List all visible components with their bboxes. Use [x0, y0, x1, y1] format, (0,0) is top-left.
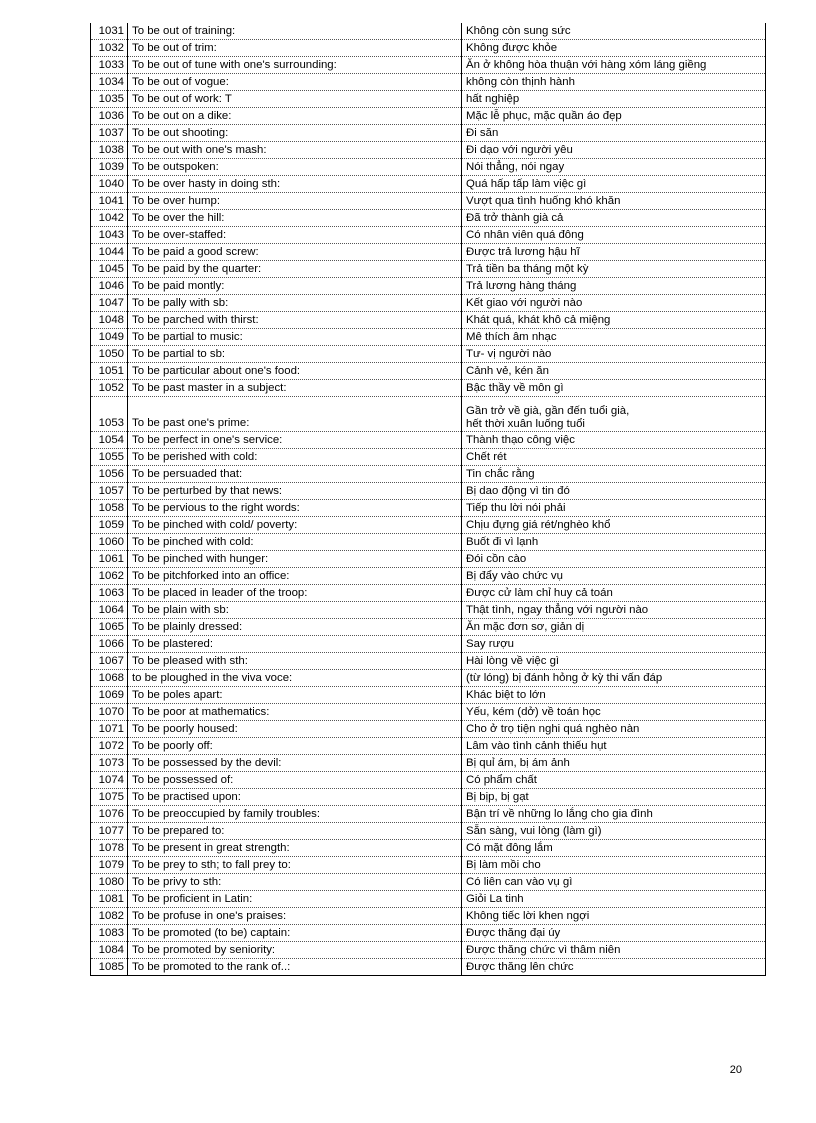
table-row	[91, 432, 766, 449]
english-phrase: To be proficient in Latin:	[128, 891, 462, 908]
english-phrase: To be preoccupied by family troubles:	[128, 806, 462, 823]
table-row	[91, 636, 766, 653]
table-row	[91, 295, 766, 312]
entry-number: 1035	[91, 91, 128, 108]
entry-number: 1085	[91, 959, 128, 976]
entry-number: 1031	[91, 23, 128, 40]
english-phrase: To be promoted (to be) captain:	[128, 925, 462, 942]
table-row	[91, 755, 766, 772]
entry-number: 1065	[91, 619, 128, 636]
vietnamese-meaning: Đi săn	[462, 125, 766, 142]
vietnamese-meaning: Khác biệt to lớn	[462, 687, 766, 704]
vietnamese-meaning: Đã trở thành già cả	[462, 210, 766, 227]
table-row	[91, 449, 766, 466]
english-phrase: To be past master in a subject:	[128, 380, 462, 397]
english-phrase: To be present in great strength:	[128, 840, 462, 857]
vietnamese-meaning: Không còn sung sức	[462, 23, 766, 40]
entry-number: 1050	[91, 346, 128, 363]
english-phrase: To be over hasty in doing sth:	[128, 176, 462, 193]
entry-number: 1041	[91, 193, 128, 210]
table-row	[91, 397, 766, 432]
vietnamese-meaning: Buốt đi vì lạnh	[462, 534, 766, 551]
english-phrase: To be plainly dressed:	[128, 619, 462, 636]
table-row	[91, 159, 766, 176]
entry-number: 1070	[91, 704, 128, 721]
table-row	[91, 789, 766, 806]
vietnamese-meaning: Có mặt đông lắm	[462, 840, 766, 857]
english-phrase: To be out of training:	[128, 23, 462, 40]
entry-number: 1034	[91, 74, 128, 91]
english-phrase: To be plastered:	[128, 636, 462, 653]
table-row	[91, 261, 766, 278]
vietnamese-meaning: Cảnh vẻ, kén ăn	[462, 363, 766, 380]
table-row	[91, 500, 766, 517]
vietnamese-meaning: Lâm vào tình cảnh thiếu hụt	[462, 738, 766, 755]
entry-number: 1062	[91, 568, 128, 585]
vietnamese-meaning: hất nghiệp	[462, 91, 766, 108]
table-row	[91, 363, 766, 380]
table-row	[91, 738, 766, 755]
table-row	[91, 551, 766, 568]
table-row	[91, 517, 766, 534]
entry-number: 1045	[91, 261, 128, 278]
entry-number: 1075	[91, 789, 128, 806]
entry-number: 1066	[91, 636, 128, 653]
entry-number: 1060	[91, 534, 128, 551]
vietnamese-meaning: Đi dạo với người yêu	[462, 142, 766, 159]
english-phrase: To be pinched with cold:	[128, 534, 462, 551]
entry-number: 1046	[91, 278, 128, 295]
vietnamese-meaning: Mặc lễ phục, mặc quần áo đẹp	[462, 108, 766, 125]
table-row	[91, 534, 766, 551]
entry-number: 1076	[91, 806, 128, 823]
entry-number: 1053	[91, 397, 128, 432]
vietnamese-meaning: Đói cồn cào	[462, 551, 766, 568]
phrase-table-container	[90, 23, 766, 976]
vietnamese-meaning: Trả lương hàng tháng	[462, 278, 766, 295]
table-row	[91, 380, 766, 397]
entry-number: 1047	[91, 295, 128, 312]
table-row	[91, 806, 766, 823]
english-phrase: To be poor at mathematics:	[128, 704, 462, 721]
english-phrase: To be over hump:	[128, 193, 462, 210]
table-row	[91, 653, 766, 670]
table-row	[91, 108, 766, 125]
table-row	[91, 874, 766, 891]
table-row	[91, 346, 766, 363]
entry-number: 1042	[91, 210, 128, 227]
english-phrase: To be past one's prime:	[128, 397, 462, 432]
entry-number: 1080	[91, 874, 128, 891]
entry-number: 1083	[91, 925, 128, 942]
table-row	[91, 483, 766, 500]
table-row	[91, 772, 766, 789]
table-row	[91, 176, 766, 193]
vietnamese-meaning: Được thăng đại úy	[462, 925, 766, 942]
english-phrase: To be pally with sb:	[128, 295, 462, 312]
vietnamese-meaning: Cho ở trọ tiện nghi quá nghèo nàn	[462, 721, 766, 738]
english-phrase: To be out of trim:	[128, 40, 462, 57]
vietnamese-meaning: Thành thạo công việc	[462, 432, 766, 449]
vietnamese-meaning: Ăn mặc đơn sơ, giản dị	[462, 619, 766, 636]
vietnamese-meaning: Quá hấp tấp làm việc gì	[462, 176, 766, 193]
table-row	[91, 278, 766, 295]
entry-number: 1063	[91, 585, 128, 602]
entry-number: 1043	[91, 227, 128, 244]
entry-number: 1069	[91, 687, 128, 704]
entry-number: 1049	[91, 329, 128, 346]
vietnamese-meaning: Yếu, kém (dở) về toán học	[462, 704, 766, 721]
vietnamese-meaning: Nói thẳng, nói ngay	[462, 159, 766, 176]
entry-number: 1055	[91, 449, 128, 466]
english-phrase: To be pervious to the right words:	[128, 500, 462, 517]
entry-number: 1051	[91, 363, 128, 380]
english-phrase: To be partial to music:	[128, 329, 462, 346]
entry-number: 1057	[91, 483, 128, 500]
entry-number: 1037	[91, 125, 128, 142]
english-phrase: To be possessed of:	[128, 772, 462, 789]
entry-number: 1079	[91, 857, 128, 874]
vietnamese-meaning: Bị dao động vì tin đó	[462, 483, 766, 500]
page-number: 20	[729, 1064, 742, 1076]
vietnamese-meaning: Sẵn sàng, vui lòng (làm gì)	[462, 823, 766, 840]
vietnamese-meaning: Giỏi La tinh	[462, 891, 766, 908]
entry-number: 1061	[91, 551, 128, 568]
english-phrase: To be poorly housed:	[128, 721, 462, 738]
vietnamese-meaning-line-1: Gần trở về già, gần đến tuổi già,	[466, 405, 630, 417]
vietnamese-meaning: Tin chắc rằng	[462, 466, 766, 483]
table-row	[91, 585, 766, 602]
table-row	[91, 687, 766, 704]
english-phrase: To be parched with thirst:	[128, 312, 462, 329]
table-row	[91, 91, 766, 108]
english-phrase: To be over-staffed:	[128, 227, 462, 244]
english-phrase: To be profuse in one's praises:	[128, 908, 462, 925]
table-row	[91, 704, 766, 721]
table-row	[91, 840, 766, 857]
english-phrase: To be possessed by the devil:	[128, 755, 462, 772]
entry-number: 1071	[91, 721, 128, 738]
english-phrase: To be paid a good screw:	[128, 244, 462, 261]
vietnamese-meaning	[462, 397, 766, 432]
english-phrase: To be plain with sb:	[128, 602, 462, 619]
vietnamese-meaning: Ăn ở không hòa thuận với hàng xóm láng giềng	[462, 57, 766, 74]
table-row	[91, 925, 766, 942]
entry-number: 1056	[91, 466, 128, 483]
english-phrase: To be paid montly:	[128, 278, 462, 295]
entry-number: 1073	[91, 755, 128, 772]
english-phrase: To be paid by the quarter:	[128, 261, 462, 278]
vietnamese-meaning: Chết rét	[462, 449, 766, 466]
vietnamese-meaning: Bận trí về những lo lắng cho gia đình	[462, 806, 766, 823]
table-row	[91, 193, 766, 210]
vietnamese-meaning: Có liên can vào vụ gì	[462, 874, 766, 891]
english-phrase: To be poorly off:	[128, 738, 462, 755]
table-row	[91, 244, 766, 261]
entry-number: 1032	[91, 40, 128, 57]
vietnamese-meaning: Được cử làm chỉ huy cả toán	[462, 585, 766, 602]
table-row	[91, 670, 766, 687]
table-row	[91, 210, 766, 227]
entry-number: 1054	[91, 432, 128, 449]
english-phrase: To be out of tune with one's surrounding:	[128, 57, 462, 74]
entry-number: 1040	[91, 176, 128, 193]
english-phrase: To be out of work: T	[128, 91, 462, 108]
table-row	[91, 568, 766, 585]
table-row	[91, 959, 766, 976]
entry-number: 1044	[91, 244, 128, 261]
english-phrase: To be placed in leader of the troop:	[128, 585, 462, 602]
vietnamese-meaning: Mê thích âm nhạc	[462, 329, 766, 346]
entry-number: 1072	[91, 738, 128, 755]
english-phrase: To be prepared to:	[128, 823, 462, 840]
english-phrase: To be outspoken:	[128, 159, 462, 176]
vietnamese-meaning: Thật tình, ngay thẳng với người nào	[462, 602, 766, 619]
english-phrase: To be over the hill:	[128, 210, 462, 227]
entry-number: 1059	[91, 517, 128, 534]
vietnamese-meaning: Khát quá, khát khô cả miệng	[462, 312, 766, 329]
table-row	[91, 908, 766, 925]
entry-number: 1038	[91, 142, 128, 159]
english-phrase: To be poles apart:	[128, 687, 462, 704]
phrase-table-body	[91, 23, 766, 976]
vietnamese-meaning: Tiếp thu lời nói phải	[462, 500, 766, 517]
vietnamese-meaning: Say rượu	[462, 636, 766, 653]
vietnamese-meaning: Không được khỏe	[462, 40, 766, 57]
vietnamese-meaning: Không tiếc lời khen ngợi	[462, 908, 766, 925]
entry-number: 1084	[91, 942, 128, 959]
table-row	[91, 823, 766, 840]
vietnamese-meaning: Hài lòng về việc gì	[462, 653, 766, 670]
english-phrase: To be partial to sb:	[128, 346, 462, 363]
vietnamese-meaning: Có nhân viên quá đông	[462, 227, 766, 244]
table-row	[91, 23, 766, 40]
vietnamese-meaning: Tư- vị người nào	[462, 346, 766, 363]
vietnamese-meaning: Được thăng chức vì thâm niên	[462, 942, 766, 959]
table-row	[91, 891, 766, 908]
vietnamese-meaning: Bị đẩy vào chức vụ	[462, 568, 766, 585]
table-row	[91, 721, 766, 738]
english-phrase: To be perfect in one's service:	[128, 432, 462, 449]
table-row	[91, 40, 766, 57]
entry-number: 1074	[91, 772, 128, 789]
table-row	[91, 227, 766, 244]
entry-number: 1036	[91, 108, 128, 125]
vietnamese-meaning: Bị bịp, bị gạt	[462, 789, 766, 806]
table-row	[91, 329, 766, 346]
entry-number: 1064	[91, 602, 128, 619]
vietnamese-meaning: Có phẩm chất	[462, 772, 766, 789]
english-phrase: To be perished with cold:	[128, 449, 462, 466]
english-phrase: To be out shooting:	[128, 125, 462, 142]
entry-number: 1067	[91, 653, 128, 670]
vietnamese-meaning: (từ lóng) bị đánh hỏng ở kỳ thi vấn đáp	[462, 670, 766, 687]
entry-number: 1077	[91, 823, 128, 840]
english-phrase: To be prey to sth; to fall prey to:	[128, 857, 462, 874]
vietnamese-meaning: Bậc thầy về môn gì	[462, 380, 766, 397]
vietnamese-meaning: Bị làm mồi cho	[462, 857, 766, 874]
english-phrase: To be pitchforked into an office:	[128, 568, 462, 585]
entry-number: 1033	[91, 57, 128, 74]
english-phrase: To be pinched with cold/ poverty:	[128, 517, 462, 534]
vietnamese-meaning: không còn thịnh hành	[462, 74, 766, 91]
english-phrase: To be perturbed by that news:	[128, 483, 462, 500]
entry-number: 1048	[91, 312, 128, 329]
english-phrase: To be out of vogue:	[128, 74, 462, 91]
table-row	[91, 125, 766, 142]
english-phrase: To be pleased with sth:	[128, 653, 462, 670]
vietnamese-meaning-line-2: hết thời xuân luống tuổi	[466, 417, 585, 430]
table-row	[91, 466, 766, 483]
english-phrase: To be out with one's mash:	[128, 142, 462, 159]
table-row	[91, 602, 766, 619]
vietnamese-meaning: Kết giao với người nào	[462, 295, 766, 312]
english-phrase: to be ploughed in the viva voce:	[128, 670, 462, 687]
table-row	[91, 312, 766, 329]
entry-number: 1082	[91, 908, 128, 925]
entry-number: 1068	[91, 670, 128, 687]
english-phrase: To be particular about one's food:	[128, 363, 462, 380]
english-phrase: To be promoted to the rank of..:	[128, 959, 462, 976]
table-row	[91, 619, 766, 636]
english-phrase: To be privy to sth:	[128, 874, 462, 891]
vietnamese-meaning: Chịu đựng giá rét/nghèo khổ	[462, 517, 766, 534]
english-phrase: To be out on a dike:	[128, 108, 462, 125]
english-phrase: To be practised upon:	[128, 789, 462, 806]
entry-number: 1078	[91, 840, 128, 857]
entry-number: 1039	[91, 159, 128, 176]
entry-number: 1081	[91, 891, 128, 908]
table-row	[91, 74, 766, 91]
entry-number: 1052	[91, 380, 128, 397]
vietnamese-meaning: Trả tiền ba tháng một kỳ	[462, 261, 766, 278]
entry-number: 1058	[91, 500, 128, 517]
english-phrase: To be promoted by seniority:	[128, 942, 462, 959]
phrase-table	[90, 23, 766, 976]
table-row	[91, 142, 766, 159]
english-phrase: To be pinched with hunger:	[128, 551, 462, 568]
vietnamese-meaning: Được trả lương hậu hĩ	[462, 244, 766, 261]
vietnamese-meaning: Bị quỉ ám, bị ám ảnh	[462, 755, 766, 772]
vietnamese-meaning: Vượt qua tình huống khó khăn	[462, 193, 766, 210]
table-row	[91, 57, 766, 74]
table-row	[91, 857, 766, 874]
table-row	[91, 942, 766, 959]
english-phrase: To be persuaded that:	[128, 466, 462, 483]
vietnamese-meaning: Được thăng lên chức	[462, 959, 766, 976]
